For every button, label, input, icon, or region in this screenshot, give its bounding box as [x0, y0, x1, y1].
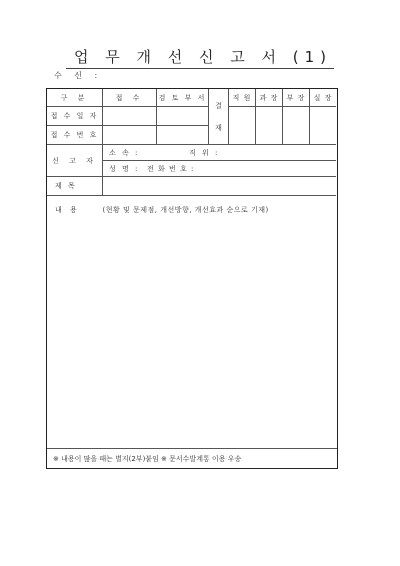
approval-label-1: 결	[215, 102, 222, 110]
sign-box-staff[interactable]	[229, 107, 256, 145]
approver-dept-head: 부 장	[283, 89, 310, 107]
approver-staff: 직 원	[229, 89, 256, 107]
receipt-date-label: 접 수 일 자	[47, 107, 103, 126]
page-title	[0, 46, 400, 69]
receipt-number-label: 접 수 번 호	[47, 126, 103, 145]
sign-box-dept-head[interactable]	[283, 107, 310, 145]
name-label: 성 명 :	[109, 164, 140, 173]
receipt-date-field[interactable]	[103, 107, 157, 126]
sign-box-section-chief[interactable]	[256, 107, 283, 145]
subject-field[interactable]	[103, 177, 336, 196]
reporter-label: 신 고 자	[47, 145, 103, 177]
approver-director: 실 장	[310, 89, 336, 107]
sign-box-director[interactable]	[310, 107, 336, 145]
approval-label	[209, 89, 229, 145]
title-text: 업 무 개 선 신 고 서 (1)	[66, 46, 334, 69]
approver-section-chief: 과 장	[256, 89, 283, 107]
content-label: 내 용	[55, 206, 80, 214]
receipt-number-field[interactable]	[103, 126, 157, 145]
content-hint: (현황 및 문제점, 개선방향, 개선효과 순으로 기재)	[102, 206, 269, 214]
recipient-label: 수 신 :	[54, 71, 103, 80]
footer-note: ※ 내용이 많을 때는 별지(2부)붙임 ※ 문서수발계통 이용 우송	[47, 448, 337, 468]
review-dept-header: 검 토 부 서	[157, 89, 209, 107]
report-form	[46, 88, 338, 469]
approval-label-2: 재	[215, 124, 222, 132]
phone-label: 전 화 번 호 :	[147, 164, 195, 173]
review-dept-field-1[interactable]	[157, 107, 209, 126]
subject-label	[47, 177, 103, 196]
subject-label-text: 제 목	[55, 182, 77, 190]
affiliation-label: 소 속 :	[109, 148, 140, 157]
reporter-row-1	[103, 145, 336, 161]
position-label: 직 위 :	[189, 148, 220, 157]
category-header: 구 분	[47, 89, 103, 107]
review-dept-field-2[interactable]	[157, 126, 209, 145]
receipt-header: 접 수	[103, 89, 157, 107]
reporter-row-2	[103, 161, 336, 177]
content-area[interactable]	[55, 205, 269, 215]
